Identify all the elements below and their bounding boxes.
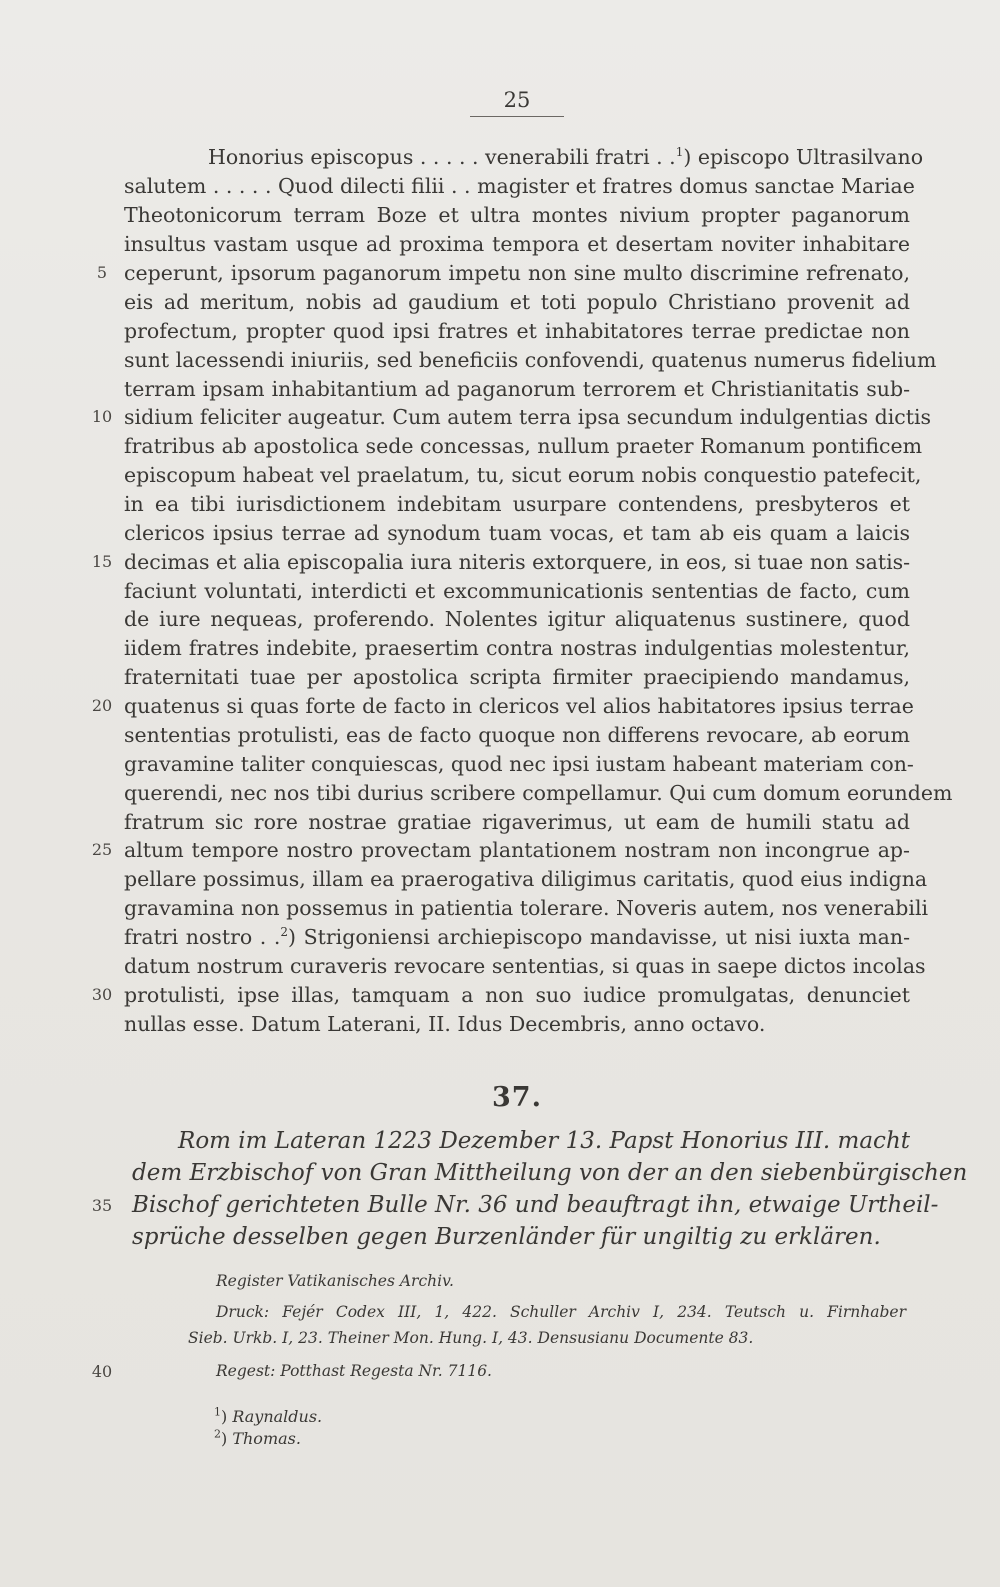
body-line: fratri nostro . .$^2$) Strigoniensi archiepiscopo mandavisse, ut nisi iuxta man- xyxy=(124,925,910,949)
body-line: fratrum sic rore nostrae gratiae rigaverimus, ut eam de humili statu ad xyxy=(124,810,910,834)
body-line: Theotonicorum terram Boze et ultra montes nivium propter paganorum xyxy=(124,203,910,227)
body-line: altum tempore nostro provectam plantationem nostram non incongrue ap- xyxy=(124,838,910,862)
body-line: eis ad meritum, nobis ad gaudium et toti populo Christiano provenit ad xyxy=(124,290,910,314)
body-line: ceperunt, ipsorum paganorum impetu non sine multo discrimine refrenato, xyxy=(124,261,910,285)
body-line: salutem . . . . . Quod dilecti filii . . magister et fratres domus sanctae Mariae xyxy=(124,174,915,198)
body-line: sidium feliciter augeatur. Cum autem terra ipsa secundum indulgentias dictis xyxy=(124,405,932,429)
line-number: 10 xyxy=(91,407,113,426)
body-line: clericos ipsius terrae ad synodum tuam vocas, et tam ab eis quam a laicis xyxy=(124,521,910,545)
body-line: gravamina non possemus in patientia tolerare. Noveris autem, nos venerabili xyxy=(124,896,929,920)
document-number: 37. xyxy=(492,1082,542,1113)
line-number: 40 xyxy=(91,1362,113,1381)
body-line: faciunt voluntati, interdicti et excommunicationis sententias de facto, cum xyxy=(124,579,910,603)
body-line: iidem fratres indebite, praesertim contra nostras indulgentias molestentur, xyxy=(124,636,910,660)
body-line: datum nostrum curaveris revocare sententias, si quas in saepe dictos incolas xyxy=(124,954,926,978)
page-number: 25 xyxy=(470,88,564,117)
footnote: $^2$) Thomas. xyxy=(214,1427,301,1448)
body-line: terram ipsam inhabitantium ad paganorum terrorem et Christianitatis sub- xyxy=(124,377,910,401)
line-number: 30 xyxy=(91,985,113,1004)
body-line: quatenus si quas forte de facto in clericos vel alios habitatores ipsius terrae xyxy=(124,694,914,718)
line-number: 5 xyxy=(96,263,108,282)
heading-line: Rom im Lateran 1223 Dezember 13. Papst Honorius III. macht xyxy=(178,1128,910,1154)
footnote: $^1$) Raynaldus. xyxy=(214,1405,323,1426)
body-line: pellare possimus, illam ea praerogativa diligimus caritatis, quod eius indigna xyxy=(124,867,928,891)
body-line: nullas esse. Datum Laterani, II. Idus Decembris, anno octavo. xyxy=(124,1012,766,1036)
source-druck-cont: Sieb. Urkb. I, 23. Theiner Mon. Hung. I, 43. Densusianu Documente 83. xyxy=(188,1329,754,1347)
line-number: 15 xyxy=(91,552,113,571)
heading-line: Bischof gerichteten Bulle Nr. 36 und beauftragt ihn, etwaige Urtheil- xyxy=(132,1192,939,1218)
body-line: protulisti, ipse illas, tamquam a non suo iudice promulgatas, denunciet xyxy=(124,983,910,1007)
heading-line: sprüche desselben gegen Burzenländer für ungiltig zu erklären. xyxy=(132,1224,881,1250)
body-line: querendi, nec nos tibi durius scribere compellamur. Qui cum domum eorundem xyxy=(124,781,953,805)
line-number: 35 xyxy=(91,1196,113,1215)
body-line: de iure nequeas, proferendo. Nolentes igitur aliquatenus sustinere, quod xyxy=(124,607,910,631)
line-number: 25 xyxy=(91,840,113,859)
body-line: profectum, propter quod ipsi fratres et inhabitatores terrae predictae non xyxy=(124,319,910,343)
body-line: fratribus ab apostolica sede concessas, nullum praeter Romanum pontificem xyxy=(124,434,923,458)
body-line: sunt lacessendi iniuriis, sed beneficiis confovendi, quatenus numerus fidelium xyxy=(124,348,937,372)
source-druck: Druck: Fejér Codex III, 1, 422. Schuller Archiv I, 234. Teutsch u. Firnhaber xyxy=(216,1303,906,1321)
body-line: Honorius episcopus . . . . . venerabili fratri . .$^1$) episcopo Ultrasilvano xyxy=(208,145,924,169)
body-line: sententias protulisti, eas de facto quoque non differens revocare, ab eorum xyxy=(124,723,910,747)
body-line: in ea tibi iurisdictionem indebitam usurpare contendens, presbyteros et xyxy=(124,492,910,516)
body-line: gravamine taliter conquiescas, quod nec ipsi iustam habeant materiam con- xyxy=(124,752,914,776)
body-line: episcopum habeat vel praelatum, tu, sicut eorum nobis conquestio patefecit, xyxy=(124,463,922,487)
body-line: fraternitati tuae per apostolica scripta firmiter praecipiendo mandamus, xyxy=(124,665,910,689)
heading-line: dem Erzbischof von Gran Mittheilung von der an den siebenbürgischen xyxy=(132,1160,968,1186)
source-register: Register Vatikanisches Archiv. xyxy=(216,1272,454,1290)
source-regest: Regest: Potthast Regesta Nr. 7116. xyxy=(216,1362,492,1380)
line-number: 20 xyxy=(91,696,113,715)
body-line: decimas et alia episcopalia iura niteris extorquere, in eos, si tuae non satis- xyxy=(124,550,911,574)
body-line: insultus vastam usque ad proxima tempora et desertam noviter inhabitare xyxy=(124,232,910,256)
